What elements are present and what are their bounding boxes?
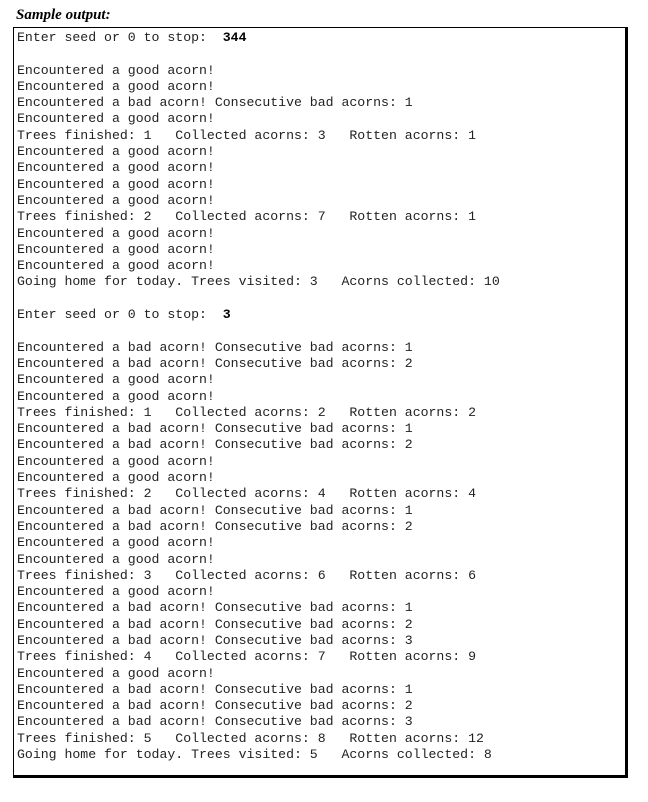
console-output-line: Encountered a good acorn! bbox=[17, 192, 215, 208]
console-output-line: Encountered a bad acorn! Consecutive bad acorns: 3 bbox=[17, 632, 413, 648]
seed-prompt-line bbox=[17, 30, 625, 46]
console-output-line: Encountered a good acorn! bbox=[17, 111, 215, 127]
console-output-line: Encountered a bad acorn! Consecutive bad acorns: 1 bbox=[17, 600, 413, 616]
console-output-line: Encountered a good acorn! bbox=[17, 225, 215, 241]
console-output-line: Encountered a good acorn! bbox=[17, 388, 215, 404]
console-output-line: Encountered a good acorn! bbox=[17, 160, 215, 176]
seed-prompt-text: Enter seed or 0 to stop: bbox=[17, 307, 223, 323]
seed-input-value: 344 bbox=[222, 30, 247, 45]
console-output-line: Going home for today. Trees visited: 5 Acorns collected: 8 bbox=[17, 747, 492, 763]
console-output-line: Trees finished: 4 Collected acorns: 7 Rotten acorns: 9 bbox=[17, 649, 476, 665]
console-output-line: Encountered a good acorn! bbox=[17, 372, 215, 388]
sample-output-heading: Sample output: bbox=[16, 7, 111, 23]
console-output-line: Encountered a bad acorn! Consecutive bad acorns: 2 bbox=[17, 616, 413, 632]
console-output-line: Encountered a good acorn! bbox=[17, 584, 215, 600]
console-output-line: Trees finished: 1 Collected acorns: 2 Rotten acorns: 2 bbox=[17, 404, 476, 420]
console-output-line: Trees finished: 3 Collected acorns: 6 Rotten acorns: 6 bbox=[17, 567, 476, 583]
console-output-line: Encountered a bad acorn! Consecutive bad acorns: 3 bbox=[17, 714, 413, 730]
console-lines bbox=[17, 30, 625, 763]
console-output-line: Encountered a bad acorn! Consecutive bad acorns: 1 bbox=[17, 421, 413, 437]
console-output-line: Encountered a good acorn! bbox=[17, 258, 215, 274]
seed-prompt-line bbox=[17, 307, 625, 323]
console-output-line: Trees finished: 1 Collected acorns: 3 Rotten acorns: 1 bbox=[17, 127, 476, 143]
seed-input-value: 3 bbox=[222, 307, 231, 323]
console-output-line: Encountered a good acorn! bbox=[17, 551, 215, 567]
console-output-line: Encountered a good acorn! bbox=[17, 470, 215, 486]
console-output-line: Encountered a good acorn! bbox=[17, 62, 215, 78]
seed-prompt-text: Enter seed or 0 to stop: bbox=[17, 30, 223, 45]
console-output-line: Encountered a bad acorn! Consecutive bad acorns: 1 bbox=[17, 95, 413, 111]
console-output-line: Trees finished: 2 Collected acorns: 4 Rotten acorns: 4 bbox=[17, 486, 476, 502]
console-output-line: Encountered a good acorn! bbox=[17, 453, 215, 469]
console-output-line: Encountered a bad acorn! Consecutive bad acorns: 2 bbox=[17, 518, 413, 534]
console-output-line: Encountered a bad acorn! Consecutive bad acorns: 2 bbox=[17, 698, 413, 714]
console-output-line: Encountered a good acorn! bbox=[17, 144, 215, 160]
console-output-line: Encountered a good acorn! bbox=[17, 176, 215, 192]
console-output-line: Encountered a bad acorn! Consecutive bad acorns: 2 bbox=[17, 355, 413, 371]
console-output-line: Trees finished: 5 Collected acorns: 8 Rotten acorns: 12 bbox=[17, 730, 484, 746]
console-output-line: Encountered a good acorn! bbox=[17, 78, 215, 94]
console-output-line: Encountered a bad acorn! Consecutive bad acorns: 1 bbox=[17, 502, 413, 518]
console-output-line: Encountered a bad acorn! Consecutive bad acorns: 2 bbox=[17, 437, 413, 453]
console-output-line: Trees finished: 2 Collected acorns: 7 Rotten acorns: 1 bbox=[17, 209, 476, 225]
console-output-line: Encountered a good acorn! bbox=[17, 535, 215, 551]
console-output-line: Encountered a good acorn! bbox=[17, 665, 215, 681]
console-output-box bbox=[13, 27, 628, 778]
blank-line bbox=[17, 323, 625, 339]
console-output-line: Encountered a bad acorn! Consecutive bad acorns: 1 bbox=[17, 681, 413, 697]
blank-line bbox=[17, 46, 625, 62]
console-output-line: Encountered a good acorn! bbox=[17, 241, 215, 257]
console-output-line: Going home for today. Trees visited: 3 Acorns collected: 10 bbox=[17, 274, 500, 290]
blank-line bbox=[17, 291, 625, 307]
console-output-line: Encountered a bad acorn! Consecutive bad acorns: 1 bbox=[17, 339, 413, 355]
